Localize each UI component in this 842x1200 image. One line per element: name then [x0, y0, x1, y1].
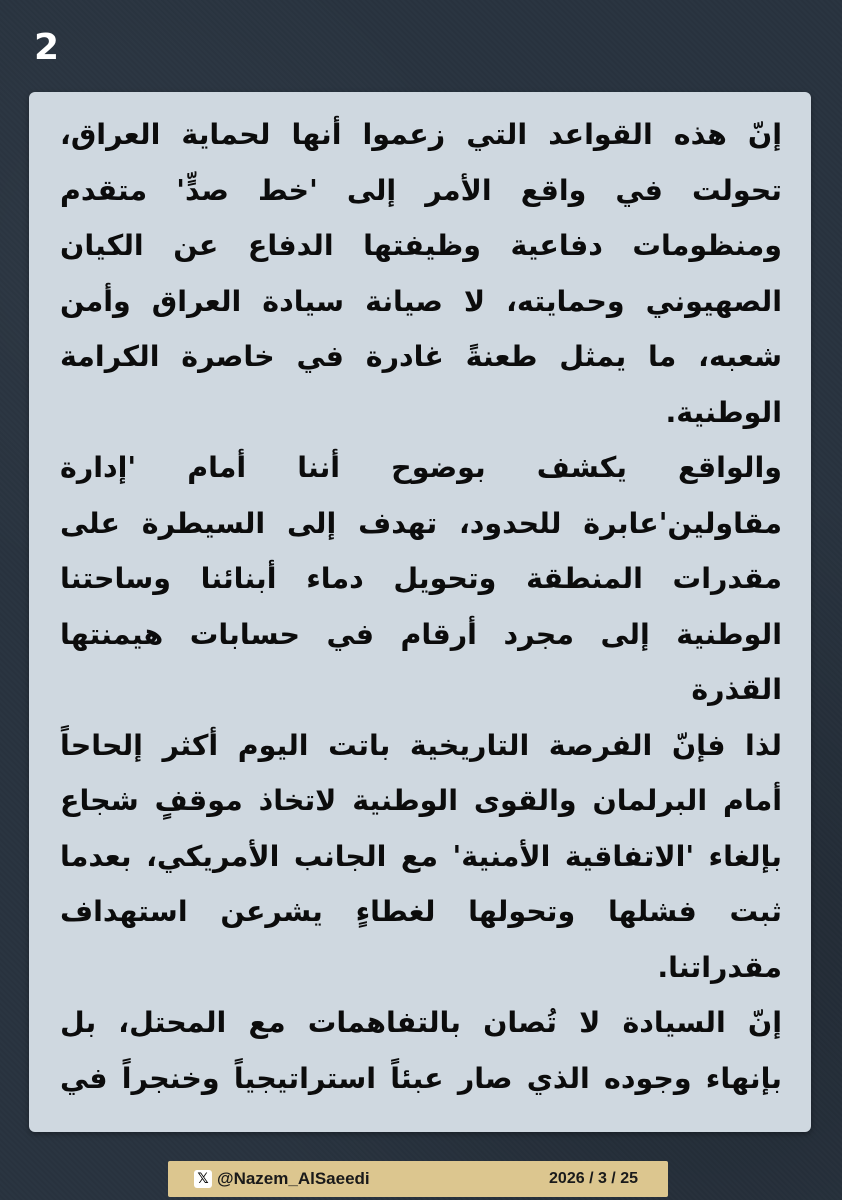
page-number: 2 — [34, 27, 60, 68]
footer-bar — [168, 1161, 668, 1197]
paragraph-1: إنّ هذه القواعد التي زعموا أنها لحماية العراق، تحولت في واقع الأمر إلى 'خط صدٍّ' متقدم ومنظومات دفاعية وظيفتها الدفاع عن الكيان الصهيوني وحمايته، لا صيانة سيادة العراق وأمن شعبه، ما يمثل طعنةً غادرة في خاصرة الكرامة الوطنية. — [60, 118, 782, 429]
paragraph-4: إنّ السيادة لا تُصان بالتفاهمات مع المحتل، بل بإنهاء وجوده الذي صار عبئاً استراتيجياً وخنجراً في — [60, 1006, 782, 1095]
paragraph-3: لذا فإنّ الفرصة التاريخية باتت اليوم أكثر إلحاحاً أمام البرلمان والقوى الوطنية لاتخاذ موقفٍ شجاع بإلغاء 'الاتفاقية الأمنية' مع الجانب الأمريكي، بعدما ثبت فشلها وتحولها لغطاءٍ يشرعن استهداف مقدراتنا. — [60, 728, 782, 984]
author-handle[interactable]: @Nazem_AlSaeedi — [217, 1169, 370, 1188]
publish-date: 2026 / 3 / 25 — [549, 1170, 638, 1187]
paragraph-2: والواقع يكشف بوضوح أننا أمام 'إدارة مقاولين'عابرة للحدود، تهدف إلى السيطرة على مقدرات المنطقة وتحويل دماء أبنائنا وساحتنا الوطنية إلى مجرد أرقام في حسابات هيمنتها القذرة — [60, 451, 782, 706]
x-logo-icon: 𝕏 — [194, 1170, 212, 1188]
article-body — [60, 107, 782, 1107]
